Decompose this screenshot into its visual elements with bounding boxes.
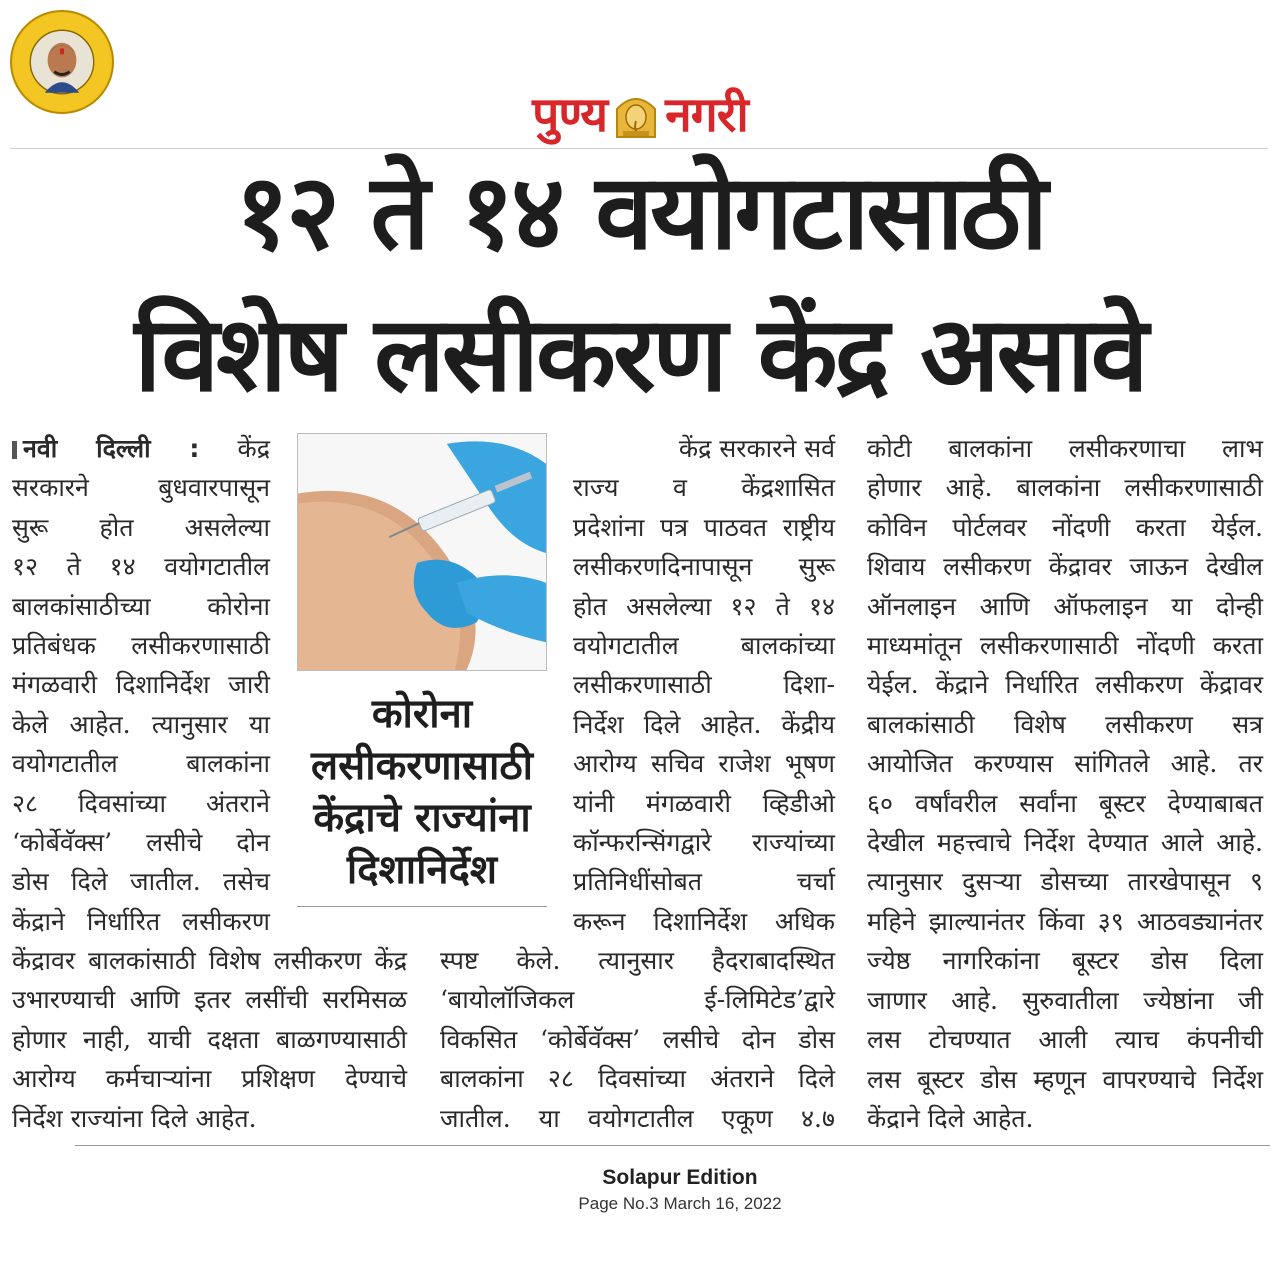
- article-line: केले आहेत. त्यानुसार या: [12, 709, 270, 739]
- article-line: ज्येष्ठ नागरिकांना बूस्टर डोस दिला: [867, 946, 1263, 976]
- dateline: नवी दिल्ली :: [23, 434, 200, 463]
- article-line: लसीकरणासाठी दिशा-: [573, 670, 835, 700]
- article-line: लस टोचण्यात आली त्याच कंपनीची: [867, 1025, 1263, 1055]
- article-line: विकसित ‘कोर्बेवॅक्स’ लसीचे दोन डोस: [440, 1024, 835, 1054]
- masthead-left-word: पुण्य: [532, 86, 608, 143]
- article-line: देखील महत्त्वाचे निर्देश देण्यात आले आहे.: [867, 828, 1263, 858]
- article-line: महिने झाल्यानंतर किंवा ३९ आठवड्यानंतर: [867, 906, 1263, 936]
- article-line: बालकांना २८ दिवसांच्या अंतराने दिले: [440, 1064, 835, 1094]
- article-line: वयोगटातील बालकांच्या: [573, 631, 835, 661]
- article-line: त्यानुसार दुसऱ्या डोसच्या तारखेपासून ९: [867, 867, 1263, 897]
- article-line: मंगळवारी दिशानिर्देश जारी: [12, 670, 270, 700]
- article-line: १२ ते १४ वयोगटातील: [12, 552, 270, 582]
- article-line-text: केंद्र: [237, 434, 271, 463]
- footer-divider: [75, 1145, 1270, 1146]
- article-line: कोविन पोर्टलवर नोंदणी करता येईल.: [867, 512, 1263, 542]
- article-line: होणार नाही, याची दक्षता बाळगण्यासाठी: [12, 1024, 407, 1054]
- top-divider: [10, 148, 1268, 149]
- article-line: करून दिशानिर्देश अधिक: [573, 906, 835, 936]
- article-line: उभारण्याची आणि इतर लसींची सरमिसळ: [12, 985, 407, 1015]
- article-line: प्रतिबंधक लसीकरणासाठी: [12, 631, 270, 661]
- article-line: ऑनलाइन आणि ऑफलाइन या दोन्ही: [867, 591, 1263, 621]
- sub-headline: [297, 688, 547, 896]
- article-line: केंद्राने दिले आहेत.: [867, 1103, 1034, 1133]
- article-line: डोस दिले जातील. तसेच: [12, 867, 270, 897]
- article-line: ६० वर्षांवरील सर्वांना बूस्टर देण्याबाबत: [867, 788, 1263, 818]
- sub-headline-line: लसीकरणासाठी: [311, 743, 533, 789]
- article-line: [12, 429, 270, 468]
- article-line: निर्देश राज्यांना दिले आहेत.: [12, 1103, 257, 1133]
- sub-headline-divider: [297, 906, 547, 907]
- article-line: जातील. या वयोगटातील एकूण ४.७: [440, 1103, 835, 1133]
- ganesha-icon: [613, 87, 659, 139]
- article-line: जाणार आहे. सुरुवातीला ज्येष्ठांना जी: [867, 985, 1263, 1015]
- page-info: Page No.3 March 16, 2022: [578, 1194, 782, 1213]
- article-line: २८ दिवसांच्या अंतराने: [12, 788, 270, 818]
- vaccination-photo: [297, 433, 547, 671]
- article-line: लसीकरणदिनापासून सुरू: [573, 552, 835, 582]
- edition-label: Solapur Edition: [602, 1166, 758, 1189]
- article-line: केंद्र सरकारने सर्व: [678, 434, 835, 463]
- newspaper-masthead: [470, 78, 810, 148]
- article-line: केंद्राने निर्धारित लसीकरण: [12, 906, 270, 936]
- article-line: शिवाय लसीकरण केंद्रावर जाऊन देखील: [867, 552, 1263, 582]
- article-column-3: [867, 429, 1263, 1138]
- article-line: वयोगटातील बालकांना: [12, 749, 270, 779]
- sub-headline-line: कोरोना: [371, 691, 473, 737]
- article-line: आरोग्य कर्मचाऱ्यांना प्रशिक्षण देण्याचे: [12, 1064, 407, 1094]
- syringe-vaccination-icon: [298, 434, 546, 670]
- article-column-1-bottom: [12, 941, 407, 1138]
- article-line: येईल. केंद्राने निर्धारित लसीकरण केंद्रावर: [867, 670, 1263, 700]
- article-line: बालकांसाठी विशेष लसीकरण सत्र: [867, 709, 1263, 739]
- article-line: आयोजित करण्यास सांगितले आहे. तर: [867, 749, 1263, 779]
- article-line: केंद्रावर बालकांसाठी विशेष लसीकरण केंद्र: [12, 946, 407, 975]
- article-line: माध्यमांतून लसीकरणासाठी नोंदणी करता: [867, 631, 1263, 661]
- article-column-1: [12, 429, 270, 941]
- article-line: ‘बायोलॉजिकल ई-लिमिटेड’द्वारे: [440, 985, 835, 1015]
- masthead-right-word: नगरी: [665, 86, 748, 143]
- article-line: राज्य व केंद्रशासित: [573, 473, 835, 503]
- article-line: ‘कोर्बेवॅक्स’ लसीचे दोन: [12, 828, 270, 858]
- article-line: स्पष्ट केले. त्यानुसार हैदराबादस्थित: [440, 946, 835, 975]
- article-line: आरोग्य सचिव राजेश भूषण: [573, 749, 835, 779]
- article-line: सरकारने बुधवारपासून: [12, 473, 270, 503]
- sub-headline-line: केंद्राचे राज्यांना: [313, 795, 531, 841]
- article-line: बालकांसाठीच्या कोरोना: [12, 591, 270, 621]
- article-line: यांनी मंगळवारी व्हिडीओ: [573, 788, 835, 818]
- article-line: निर्देश दिले आहेत. केंद्रीय: [573, 709, 835, 739]
- headline-line-2: विशेष लसीकरण केंद्र असावे: [134, 293, 1146, 415]
- headline-line-1: १२ ते १४ वयोगटासाठी: [235, 151, 1045, 273]
- article-line: होणार आहे. बालकांना लसीकरणासाठी: [867, 473, 1263, 503]
- portrait-badge-icon: [12, 12, 112, 112]
- article-column-2-bottom: [440, 941, 835, 1138]
- article-line: होत असलेल्या १२ ते १४: [573, 591, 835, 621]
- article-line: कॉन्फरन्सिंगद्वारे राज्यांच्या: [573, 828, 835, 858]
- article-column-2: [573, 429, 835, 941]
- article-line: प्रदेशांना पत्र पाठवत राष्ट्रीय: [573, 512, 835, 542]
- article-line: प्रतिनिधींसोबत चर्चा: [573, 867, 835, 897]
- article-line: सुरू होत असलेल्या: [12, 512, 270, 542]
- headline: [20, 151, 1260, 415]
- dateline-marker: [12, 441, 17, 459]
- author-badge: [10, 10, 114, 114]
- article-line: कोटी बालकांना लसीकरणाचा लाभ: [867, 434, 1263, 463]
- article-line: लस बूस्टर डोस म्हणून वापरण्याचे निर्देश: [867, 1064, 1263, 1094]
- sub-headline-line: दिशानिर्देश: [346, 847, 498, 893]
